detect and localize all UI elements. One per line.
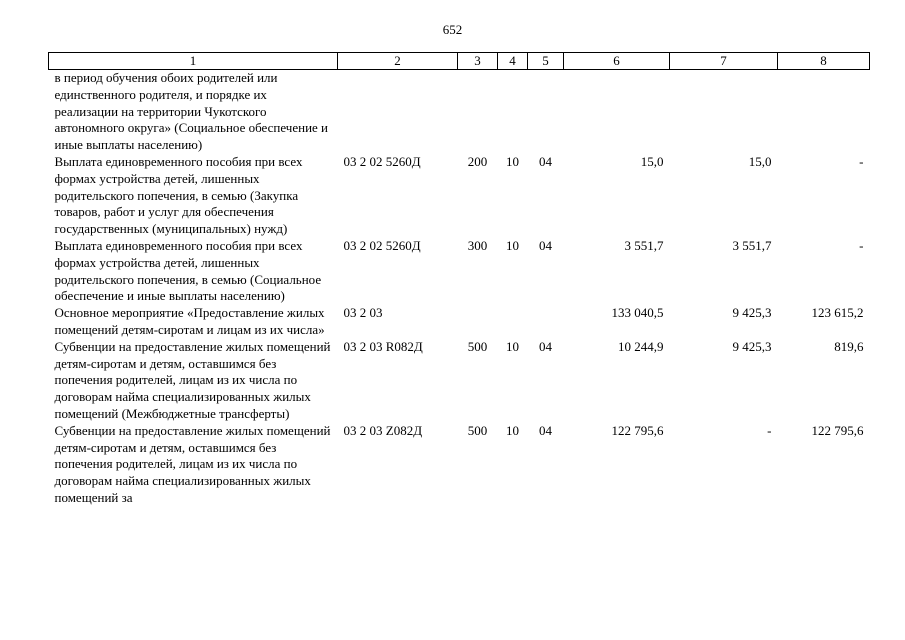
header-col-8: 8 <box>778 53 870 70</box>
row-description: Субвенции на предоставление жилых помещений детям-сиротам и детям, оставшимся без попечения родителей, лицам из их числа по договорам найма специализированных жилых помещений (Межбюджетные трансферты) <box>54 338 331 421</box>
row-section: 10 <box>506 338 519 354</box>
row-amount-total: 133 040,5 <box>611 305 664 321</box>
row-subsection: 04 <box>539 422 552 438</box>
row-section: 10 <box>506 422 519 438</box>
row-code: 03 2 02 5260Д <box>343 153 421 169</box>
row-expense-type: 500 <box>467 338 488 354</box>
row-amount-total: 3 551,7 <box>624 237 664 253</box>
header-col-6: 6 <box>564 53 670 70</box>
header-col-4: 4 <box>498 53 528 70</box>
header-col-1: 1 <box>49 53 338 70</box>
row-description: Выплата единовременного пособия при всех формах устройства детей, лишенных родительского попечения, в семью (Закупка товаров, работ и услуг для обеспечения государственных (муниципальных) нужд) <box>54 153 303 237</box>
row-amount-col7: 9 425,3 <box>732 338 772 354</box>
table-row <box>49 70 870 154</box>
table-row <box>49 154 870 238</box>
header-col-7: 7 <box>670 53 778 70</box>
row-amount-total: 10 244,9 <box>618 338 664 354</box>
budget-table <box>48 52 870 507</box>
row-description: в период обучения обоих родителей или единственного родителя, и порядке их реализации на территории Чукотского автономного округа» (Социальное обеспечение и иные выплаты населению) <box>54 70 329 153</box>
row-description: Субвенции на предоставление жилых помещений детям-сиротам и детям, оставшимся без попечения родителей, лицам из их числа по договорам найма специализированных жилых помещений за <box>54 422 331 505</box>
row-amount-total <box>564 70 670 154</box>
row-amount-col8: - <box>859 153 864 169</box>
row-section <box>498 70 528 154</box>
header-col-2: 2 <box>338 53 458 70</box>
row-description: Выплата единовременного пособия при всех формах устройства детей, лишенных родительского попечения, в семью (Социальное обеспечение и иные выплаты населению) <box>54 237 322 304</box>
header-col-3: 3 <box>458 53 498 70</box>
row-expense-type <box>458 305 498 339</box>
row-amount-col7: 15,0 <box>748 153 772 169</box>
table-row <box>49 238 870 305</box>
row-amount-col8: - <box>859 237 864 253</box>
row-amount-col8: 122 795,6 <box>811 422 864 438</box>
row-amount-col8 <box>778 70 870 154</box>
header-row <box>49 53 870 70</box>
row-expense-type: 500 <box>467 422 488 438</box>
row-subsection: 04 <box>539 153 552 169</box>
page-number: 652 <box>442 22 463 37</box>
row-section: 10 <box>506 237 519 253</box>
row-code: 03 2 03 <box>343 305 383 321</box>
row-expense-type <box>458 70 498 154</box>
table-row <box>49 339 870 423</box>
row-code: 03 2 03 Z082Д <box>343 422 423 438</box>
row-description: Основное мероприятие «Предоставление жилых помещений детям-сиротам и лицам из их числа» <box>54 305 325 337</box>
header-col-5: 5 <box>528 53 564 70</box>
row-amount-col8: 123 615,2 <box>811 305 864 321</box>
row-expense-type: 300 <box>467 237 488 253</box>
row-subsection <box>528 70 564 154</box>
row-amount-col7: 9 425,3 <box>732 305 772 321</box>
row-subsection: 04 <box>539 237 552 253</box>
row-code: 03 2 03 R082Д <box>343 338 423 354</box>
row-subsection <box>528 305 564 339</box>
table-row <box>49 305 870 339</box>
row-code: 03 2 02 5260Д <box>343 237 421 253</box>
row-subsection: 04 <box>539 338 552 354</box>
row-amount-col7: 3 551,7 <box>732 237 772 253</box>
row-section <box>498 305 528 339</box>
row-amount-total: 122 795,6 <box>611 422 664 438</box>
row-section: 10 <box>506 153 519 169</box>
row-amount-col7: - <box>767 422 772 438</box>
row-amount-col8: 819,6 <box>834 338 864 354</box>
row-amount-total: 15,0 <box>640 153 664 169</box>
row-expense-type: 200 <box>467 153 488 169</box>
table-row <box>49 423 870 507</box>
row-amount-col7 <box>670 70 778 154</box>
row-code <box>338 70 458 154</box>
